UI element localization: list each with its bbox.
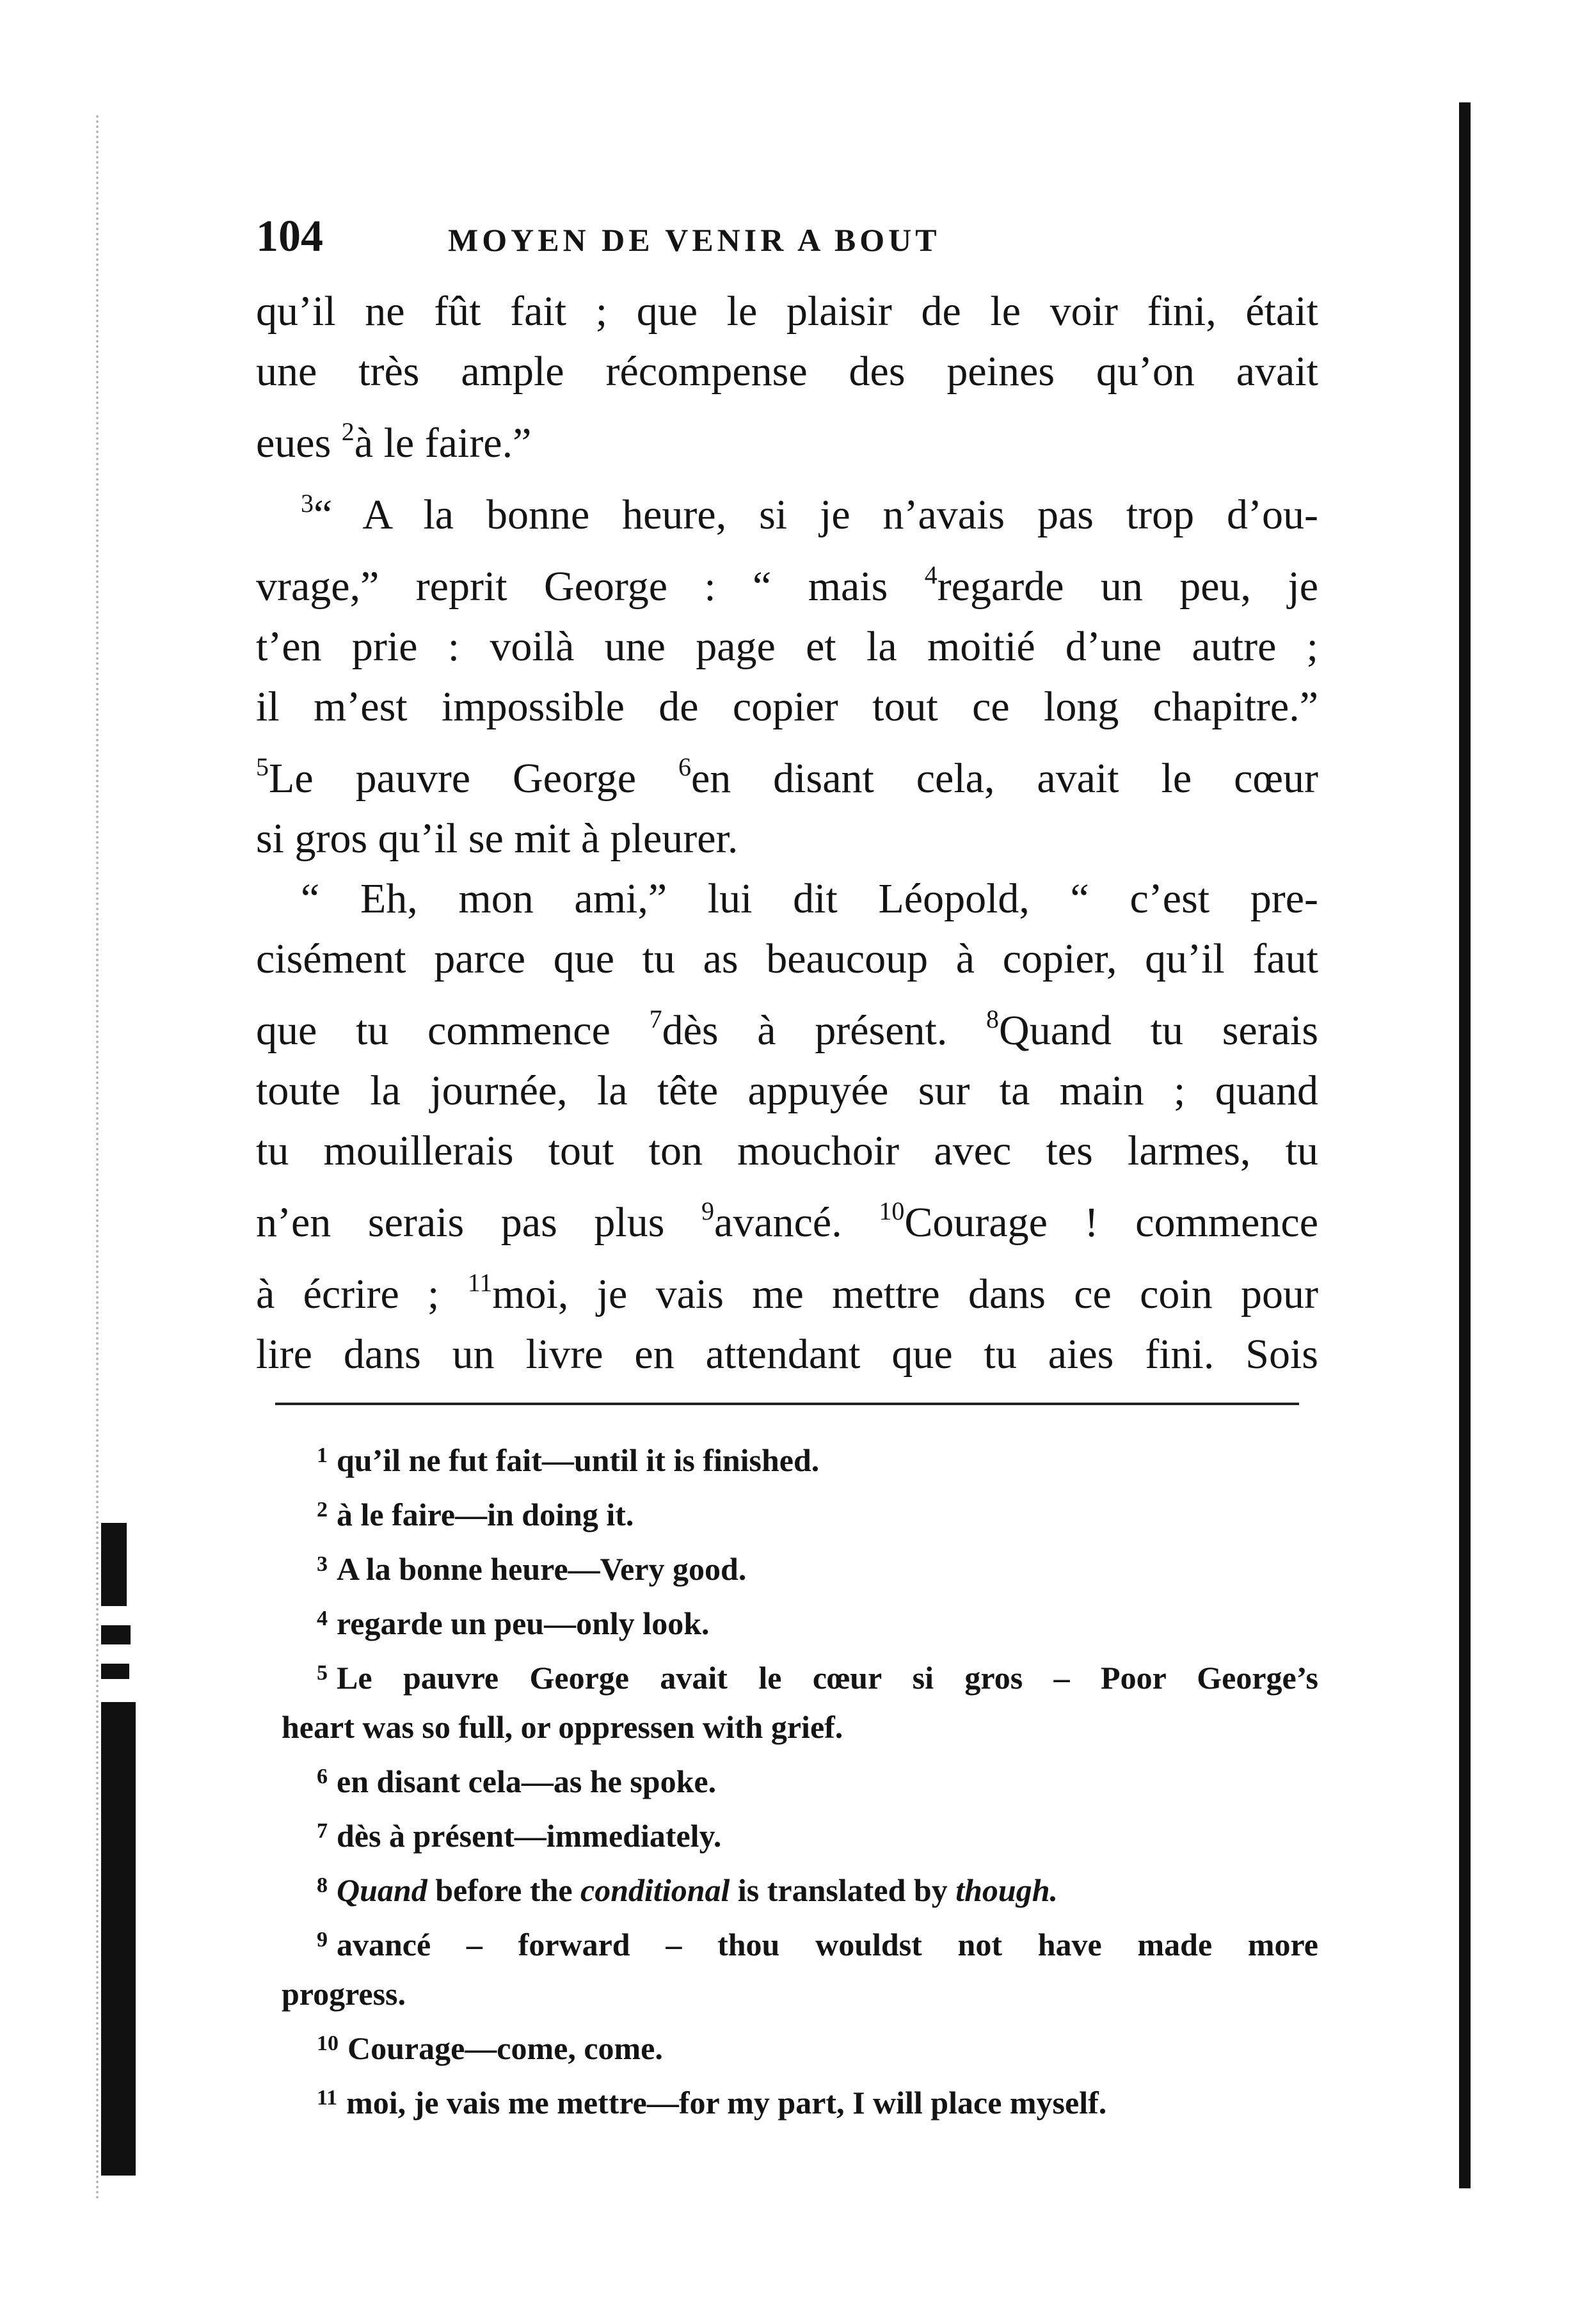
footnote-marker: 4 [924, 561, 938, 589]
footnote-marker: 10 [879, 1197, 905, 1225]
text-line: cisément parce que tu as beaucoup à copier, qu’il faut [256, 935, 1318, 982]
footnote-continuation: heart was so full, or oppressen with grief. [282, 1709, 843, 1745]
footnote: $^8$ Quand before the conditional is translated by though. [317, 1872, 1058, 1908]
footnote-marker: 9 [701, 1197, 715, 1225]
footnote: $^6$ en disant cela—as he spoke. [317, 1763, 717, 1799]
footnote: $^3$ A la bonne heure—Very good. [317, 1551, 747, 1587]
footnote: $^1$ qu’il ne fut fait—until it is finished. [317, 1442, 820, 1478]
footnote: $^4$ regarde un peu—only look. [317, 1605, 710, 1641]
text-line: t’en prie : voilà une page et la moitié d’une autre ; [256, 623, 1318, 670]
text-line: eues $^2$à le faire.” [256, 417, 532, 466]
footnote: $^2$ à le faire—in doing it. [317, 1497, 634, 1532]
running-title: MOYEN DE VENIR A BOUT [448, 222, 941, 258]
text-line: qu’il ne fût fait ; que le plaisir de le voir fini, était [256, 288, 1318, 335]
footnote-marker: 2 [341, 417, 355, 446]
text-line: il m’est impossible de copier tout ce long chapitre.” [256, 683, 1318, 730]
footnote-marker: 7 [649, 1005, 662, 1033]
text-line: lire dans un livre en attendant que tu aies fini. Sois [256, 1331, 1318, 1378]
binding-mark [101, 1625, 131, 1644]
text-line: à écrire ; $^{11}$moi, je vais me mettre dans ce coin pour [256, 1268, 1319, 1317]
footnotes [256, 1431, 1318, 2128]
text-line: que tu commence $^7$dès à présent. $^8$Quand tu serais [256, 1005, 1319, 1054]
binding-mark [101, 1702, 136, 2176]
footnote-marker: 6 [678, 752, 691, 781]
footnote: $^{11}$ moi, je vais me mettre—for my part, I will place myself. [317, 2085, 1107, 2121]
binding-mark [101, 1523, 127, 1606]
footnote-separator [275, 1403, 1299, 1405]
footnote: $^{10}$ Courage—come, come. [317, 2030, 663, 2066]
text-line: $^3$“ A la bonne heure, si je n’avais pas trop d’ou- [301, 489, 1318, 538]
footnote-continuation: progress. [282, 1976, 406, 2012]
footnote-marker: 3 [301, 489, 314, 518]
page-number: 104 [256, 212, 323, 261]
text-line: si gros qu’il se mit à pleurer. [256, 815, 738, 862]
text-line: tu mouillerais tout ton mouchoir avec tes larmes, tu [256, 1127, 1318, 1174]
body-text [256, 282, 1318, 1385]
text-line: une très ample récompense des peines qu’on avait [256, 348, 1318, 395]
binding-mark [101, 1664, 129, 1679]
text-line: “ Eh, mon ami,” lui dit Léopold, “ c’est pre- [301, 875, 1318, 922]
text-line: n’en serais pas plus $^9$avancé. $^{10}$Courage ! commence [256, 1197, 1319, 1246]
footnote: $^5$ Le pauvre George avait le cœur si gros – Poor George’s [317, 1660, 1318, 1696]
footnote-marker: 11 [467, 1268, 493, 1297]
footnote-marker: 5 [256, 752, 269, 781]
text-line: $^5$Le pauvre George $^6$en disant cela, avait le cœur [256, 752, 1319, 802]
footnote-marker: 8 [986, 1005, 1000, 1033]
footnote: $^9$ avancé – forward – thou wouldst not have made more [317, 1927, 1318, 1962]
text-line: toute la journée, la tête appuyée sur ta main ; quand [256, 1067, 1318, 1114]
book-page [256, 211, 1318, 2128]
page-header [256, 211, 1318, 269]
footnote: $^7$ dès à présent—immediately. [317, 1818, 722, 1854]
page-edge-rule [1459, 102, 1471, 2188]
text-line: vrage,” reprit George : “ mais $^4$regarde un peu, je [256, 561, 1319, 610]
